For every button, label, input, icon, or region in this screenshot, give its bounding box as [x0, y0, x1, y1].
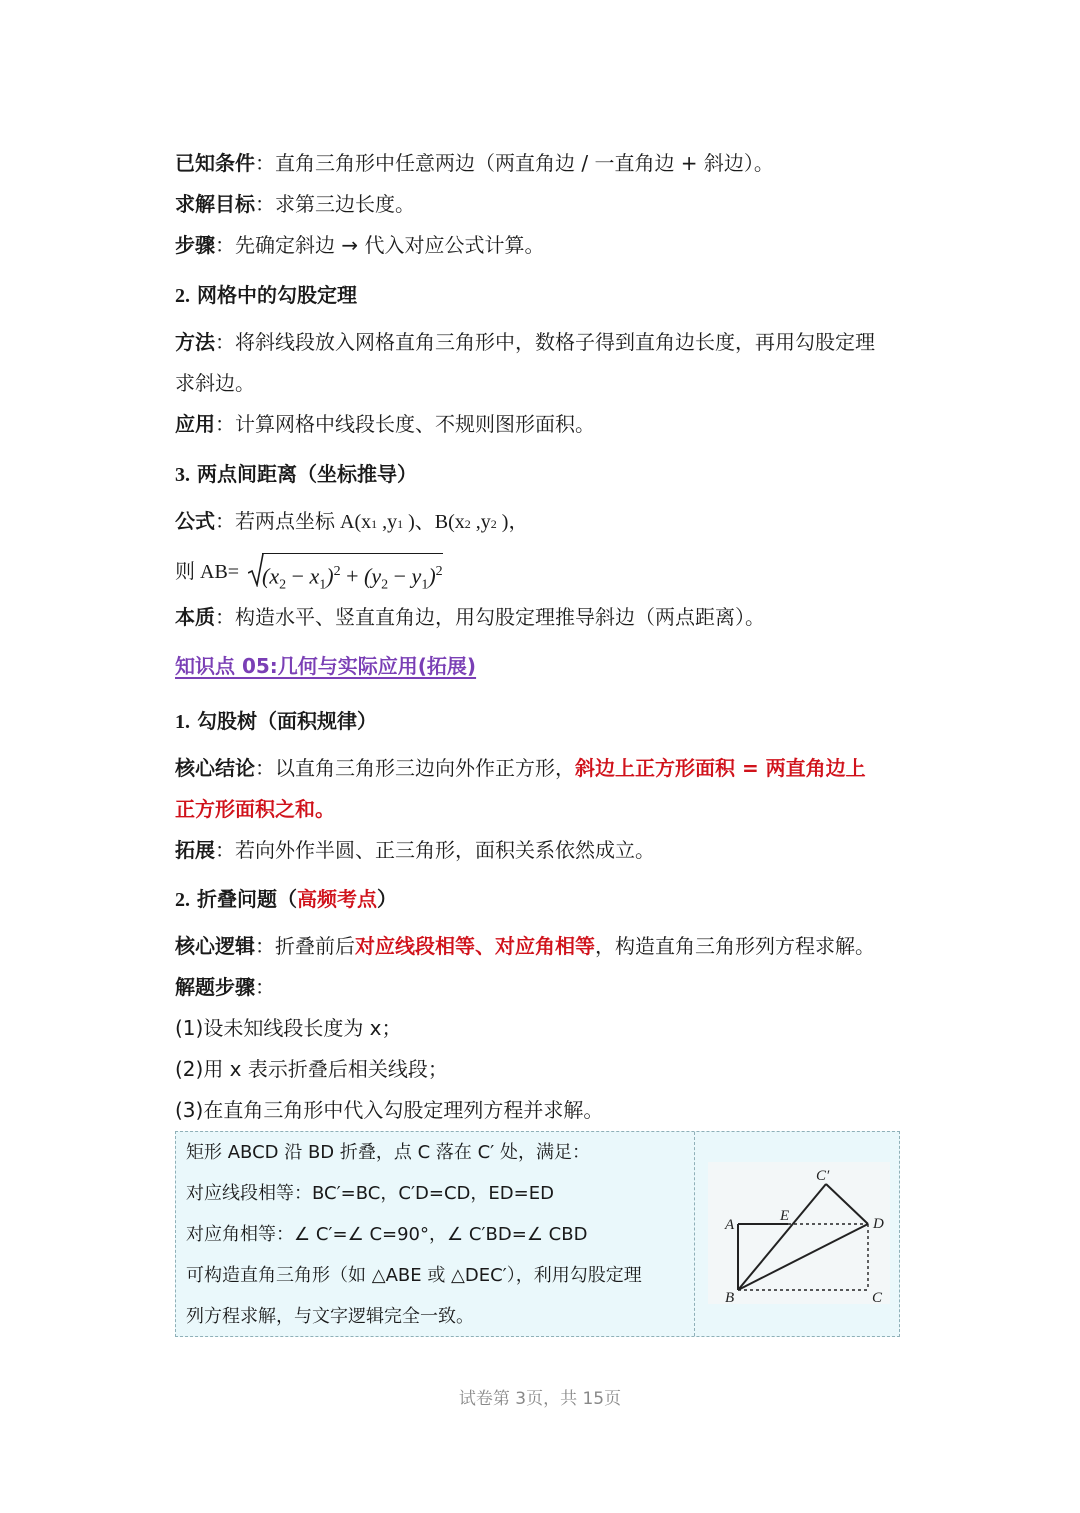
segment-bc-prime: [738, 1184, 826, 1290]
grid-apply-line: [175, 409, 595, 439]
segment-c-prime-d: [826, 1184, 868, 1224]
grid-method-line-2: [175, 368, 255, 398]
distance-heading: [175, 459, 417, 490]
fold-logic-red: 对应线段相等、对应角相等: [355, 934, 595, 958]
box-divider: [694, 1132, 695, 1336]
formula-label: 公式: [175, 509, 215, 533]
grid-method-label: 方法: [175, 330, 215, 354]
tree-core-red-1: 斜边上正方形面积 = 两直角边上: [575, 756, 866, 780]
distance-heading-number: 3.: [175, 464, 190, 486]
formula-sub-1: 1: [371, 517, 378, 531]
tree-core-text: ：以直角三角形三边向外作正方形，: [255, 756, 575, 780]
fold-steps-colon: ：: [255, 975, 275, 999]
folding-diagram: [708, 1162, 890, 1304]
box-line-5: 列方程求解，与文字逻辑完全一致。: [186, 1306, 474, 1327]
fold-heading: [175, 884, 397, 915]
known-text: ：直角三角形中任意两边（两直角边 / 一直角边 + 斜边）。: [255, 151, 774, 175]
segment-bd: [738, 1224, 868, 1290]
essence-text: ：构造水平、竖直直角边，用勾股定理推导斜边（两点距离）。: [215, 605, 765, 629]
tree-core-red-2: 正方形面积之和。: [175, 797, 335, 821]
fold-heading-title-red: 高频考点: [296, 887, 377, 911]
fold-step-2: (2)用 x 表示折叠后相关线段；: [175, 1057, 448, 1081]
fold-heading-title-b: ）: [376, 887, 397, 911]
label-c-prime: C′: [816, 1168, 830, 1184]
box-line-3: 对应角相等：∠ C′=∠ C=90°，∠ C′BD=∠ CBD: [186, 1224, 588, 1245]
goal-text: ：求第三边长度。: [255, 192, 415, 216]
label-d: D: [873, 1216, 884, 1232]
sqrt-radicand: $(x_2 - x_1)^2 + (y_2 - y_1)^2$: [262, 553, 443, 600]
formula-text-a: ：若两点坐标 A(x: [215, 511, 372, 533]
tree-core-line-2: [175, 794, 335, 824]
label-c: C: [872, 1290, 883, 1304]
tree-ext-label: 拓展: [175, 838, 215, 862]
box-line-1: 矩形 ABCD 沿 BD 折叠，点 C 落在 C′ 处，满足：: [186, 1142, 590, 1163]
formula-text-d: ,y: [470, 511, 491, 533]
folding-diagram-svg: [708, 1162, 890, 1304]
distance-heading-title: 两点间距离（坐标推导）: [196, 462, 417, 486]
fold-steps-label: 解题步骤: [175, 975, 255, 999]
fold-heading-number: 2.: [175, 889, 190, 911]
formula-text-b: ,y: [377, 511, 398, 533]
fold-step-3: (3)在直角三角形中代入勾股定理列方程并求解。: [175, 1098, 604, 1122]
grid-heading: [175, 280, 357, 311]
steps-line: [175, 230, 544, 260]
formula-text-e: )，: [496, 511, 529, 533]
steps-text: ：先确定斜边 → 代入对应公式计算。: [215, 233, 545, 257]
then-ab-text: 则 AB=: [175, 561, 240, 583]
tree-heading-title: 勾股树（面积规律）: [196, 709, 377, 733]
goal-label: 求解目标: [175, 192, 255, 216]
label-b: B: [725, 1290, 735, 1304]
fold-logic-line: [175, 931, 875, 961]
tree-heading: [175, 706, 377, 737]
formula-line: [175, 506, 528, 539]
tree-ext-line: [175, 835, 655, 865]
tree-heading-number: 1.: [175, 711, 190, 733]
grid-heading-number: 2.: [175, 285, 190, 307]
formula-sub-3: 2: [464, 517, 471, 531]
tree-core-label: 核心结论: [175, 756, 255, 780]
formula-sub-4: 2: [490, 517, 497, 531]
fold-steps-line: [175, 972, 275, 1002]
tree-ext-text: ：若向外作半圆、正三角形，面积关系依然成立。: [215, 838, 655, 862]
grid-method-text-2: 求斜边。: [175, 371, 255, 395]
grid-method-text: ：将斜线段放入网格直角三角形中，数格子得到直角边长度，再用勾股定理: [215, 330, 875, 354]
formula-text-c: )、B(x: [403, 511, 465, 533]
fold-heading-title-a: 折叠问题（: [196, 887, 297, 911]
essence-label: 本质: [175, 605, 215, 629]
steps-label: 步骤: [175, 233, 215, 257]
box-line-2: 对应线段相等：BC′=BC，C′D=CD，ED=ED: [186, 1183, 554, 1204]
grid-heading-title: 网格中的勾股定理: [196, 283, 357, 307]
box-line-4: 可构造直角三角形（如 △ABE 或 △DEC′），利用勾股定理: [186, 1265, 642, 1286]
goal-line: [175, 189, 415, 219]
formula-sub-2: 1: [397, 517, 404, 531]
knowledge-point-05-title: 知识点 05:几何与实际应用(拓展): [175, 654, 477, 678]
fold-logic-text-b: ，构造直角三角形列方程求解。: [595, 934, 875, 958]
known-label: 已知条件: [175, 151, 255, 175]
known-conditions-line: [175, 148, 774, 178]
label-a: A: [725, 1217, 735, 1233]
tree-core-line: [175, 753, 866, 783]
page-footer: 试卷第 3页，共 15页: [458, 1389, 622, 1409]
grid-apply-label: 应用: [175, 412, 215, 436]
grid-apply-text: ：计算网格中线段长度、不规则图形面积。: [215, 412, 595, 436]
essence-line: [175, 602, 765, 632]
folding-example-box: [175, 1131, 900, 1337]
grid-method-line: [175, 327, 875, 357]
fold-logic-text-a: ：折叠前后: [255, 934, 355, 958]
fold-step-1: (1)设未知线段长度为 x；: [175, 1016, 402, 1040]
then-ab-line: [175, 557, 239, 587]
fold-logic-label: 核心逻辑: [175, 934, 255, 958]
label-e: E: [780, 1208, 790, 1224]
